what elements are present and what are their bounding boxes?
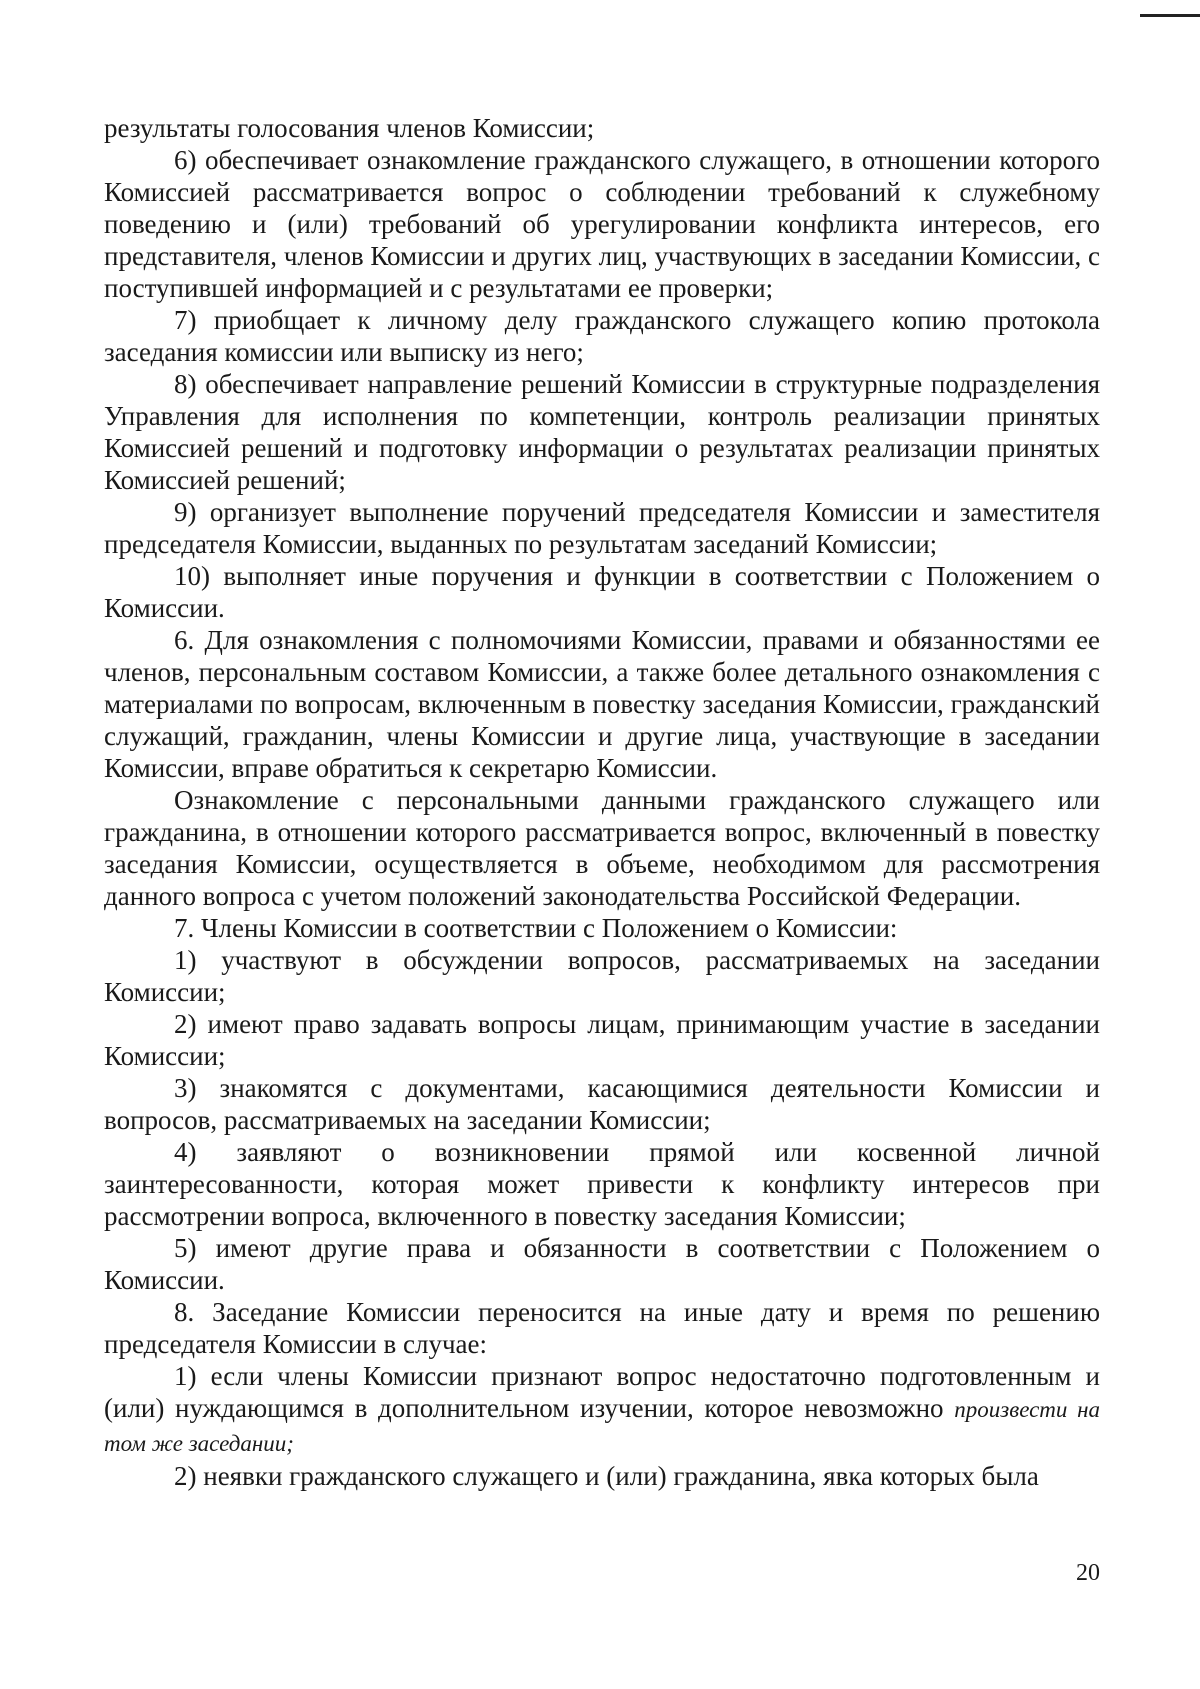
scan-edge-mark	[1140, 14, 1200, 17]
italic-tail-text: произвести на том же заседании;	[104, 1397, 1101, 1456]
paragraph: 6. Для ознакомления с полномочиями Комиссии, правами и обязанностями ее членов, персональным составом Комиссии, а также более детального ознакомления с материалами по вопросам, включенным в повестку заседания Комиссии, гражданский служащий, гражданин, члены Комиссии и другие лица, участвующие в заседании Комиссии, вправе обратиться к секретарю Комиссии.	[104, 625, 1100, 783]
paragraph: 2) имеют право задавать вопросы лицам, принимающим участие в заседании Комиссии;	[104, 1009, 1100, 1071]
paragraph-text: 1) если члены Комиссии признают вопрос недостаточно подготовленным и (или) нуждающимся в дополнительном изучении, которое невозможно	[104, 1361, 1100, 1423]
paragraph: 9) организует выполнение поручений председателя Комиссии и заместителя председателя Комиссии, выданных по результатам заседаний Комиссии;	[104, 497, 1100, 559]
paragraph: Ознакомление с персональными данными гражданского служащего или гражданина, в отношении которого рассматривается вопрос, включенный в повестку заседания Комиссии, осуществляется в объеме, необходимом для рассмотрения данного вопроса с учетом положений законодательства Российской Федерации.	[104, 785, 1100, 911]
paragraph: 7. Члены Комиссии в соответствии с Положением о Комиссии:	[174, 913, 898, 943]
paragraph: 10) выполняет иные поручения и функции в соответствии с Положением о Комиссии.	[104, 561, 1100, 623]
paragraph: 8. Заседание Комиссии переносится на иные дату и время по решению председателя Комиссии в случае:	[104, 1297, 1100, 1359]
paragraph: результаты голосования членов Комиссии;	[104, 113, 595, 143]
paragraph: 7) приобщает к личному делу гражданского служащего копию протокола заседания комиссии или выписку из него;	[104, 305, 1100, 367]
page-number: 20	[1076, 1560, 1100, 1586]
paragraph: 8) обеспечивает направление решений Комиссии в структурные подразделения Управления для исполнения по компетенции, контроль реализации принятых Комиссией решений и подготовку информации о результатах реализации принятых Комиссией решений;	[104, 369, 1100, 495]
paragraph-with-italic-tail	[104, 1360, 1100, 1460]
paragraph: 1) участвуют в обсуждении вопросов, рассматриваемых на заседании Комиссии;	[104, 945, 1100, 1007]
paragraph: 4) заявляют о возникновении прямой или косвенной личной заинтересованности, которая может привести к конфликту интересов при рассмотрении вопроса, включенного в повестку заседания Комиссии;	[104, 1137, 1100, 1231]
paragraph: 3) знакомятся с документами, касающимися деятельности Комиссии и вопросов, рассматриваемых на заседании Комиссии;	[104, 1073, 1100, 1135]
paragraph: 2) неявки гражданского служащего и (или) гражданина, явка которых была	[174, 1461, 1039, 1491]
paragraph: 5) имеют другие права и обязанности в соответствии с Положением о Комиссии.	[104, 1233, 1100, 1295]
paragraph: 6) обеспечивает ознакомление гражданского служащего, в отношении которого Комиссией рассматривается вопрос о соблюдении требований к служебному поведению и (или) требований об урегулировании конфликта интересов, его представителя, членов Комиссии и других лиц, участвующих в заседании Комиссии, с поступившей информацией и с результатами ее проверки;	[104, 145, 1100, 303]
document-body	[104, 112, 1100, 1492]
